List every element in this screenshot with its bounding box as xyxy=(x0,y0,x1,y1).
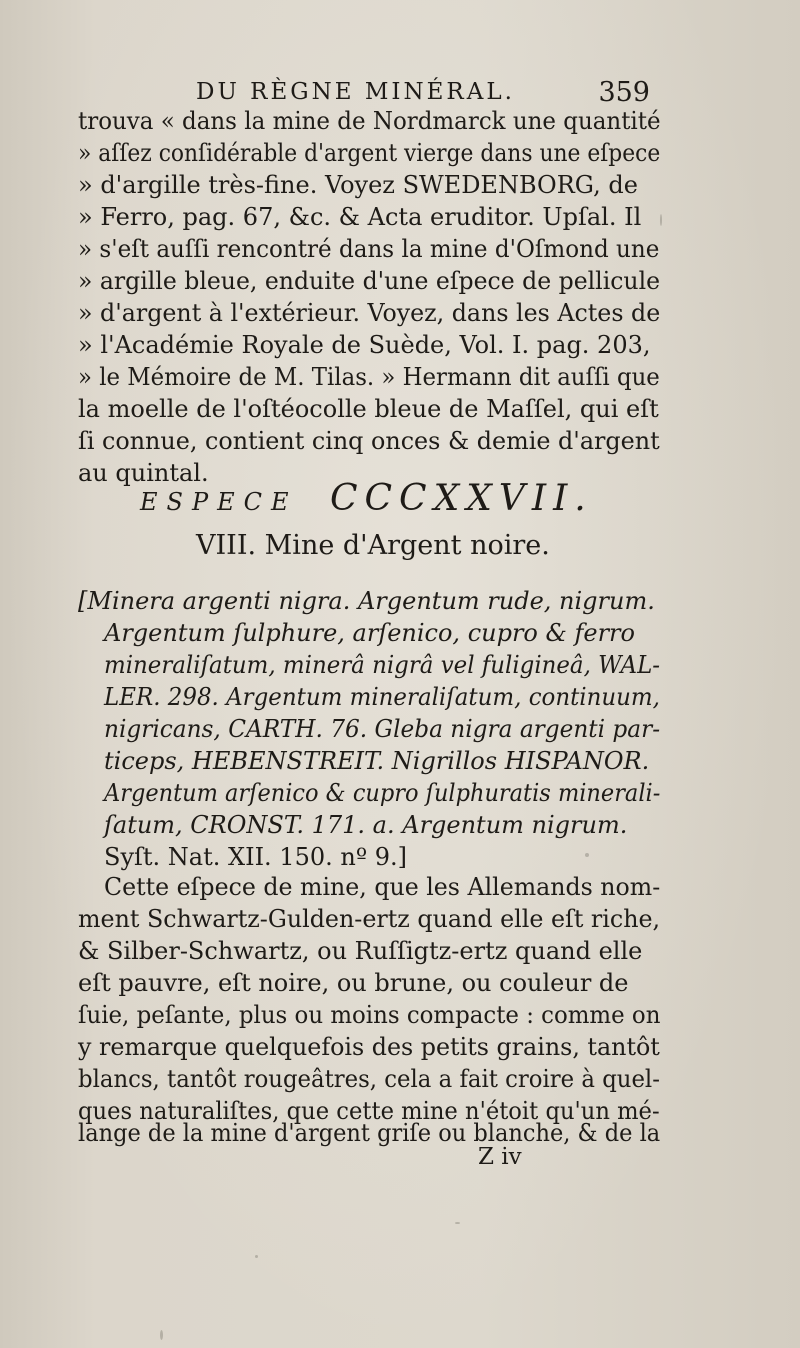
synonymy-line: nigricans, CARTH. 76. Gleba nigra argenti par- xyxy=(104,715,661,743)
text-line: ſi connue, contient cinq onces & demie d'argent xyxy=(78,427,660,455)
text-line: la moelle de l'oſtéocolle bleue de Maſſel, qui eſt xyxy=(78,395,659,423)
text-line: ſuie, peſante, plus ou moins compacte : comme on xyxy=(78,1001,661,1029)
paper-speck xyxy=(585,853,589,857)
synonymy-line: ticeps, HEBENSTREIT. Nigrillos HISPANOR. xyxy=(104,747,650,775)
text-line: » Ferro, pag. 67, &c. & Acta eruditor. Upſal. Il xyxy=(78,203,642,231)
text-line: » aſſez conſidérable d'argent vierge dans une eſpece xyxy=(78,139,661,167)
text-line: y remarque quelquefois des petits grains, tantôt xyxy=(78,1033,660,1061)
running-head: DU RÈGNE MINÉRAL. xyxy=(196,79,515,105)
text-line: » s'eſt auſſi rencontré dans la mine d'Oſmond une xyxy=(78,235,660,263)
species-heading xyxy=(140,478,593,519)
paper-speck xyxy=(455,1222,460,1224)
paper-speck xyxy=(160,1330,163,1340)
species-numeral: CCCXXVII. xyxy=(329,478,593,519)
synonymy-line: Syſt. Nat. XII. 150. nº 9.] xyxy=(104,843,407,871)
text-line: au quintal. xyxy=(78,459,209,487)
synonymy-line: Argentum ſulphure, arſenico, cupro & ferro xyxy=(104,619,635,647)
text-line: » argille bleue, enduite d'une eſpece de pellicule xyxy=(78,267,661,295)
signature-mark: Z iv xyxy=(478,1144,522,1170)
text-line: trouva « dans la mine de Nordmarck une quantité xyxy=(78,107,661,135)
synonymy-line: ſatum, CRONST. 171. a. Argentum nigrum. xyxy=(104,811,628,839)
paper-speck xyxy=(255,1255,258,1258)
text-line: & Silber-Schwartz, ou Ruſſigtz-ertz quand elle xyxy=(78,937,643,965)
text-line: » d'argent à l'extérieur. Voyez, dans les Actes de xyxy=(78,299,661,327)
text-line: blancs, tantôt rougeâtres, cela a fait croire à quel- xyxy=(78,1065,660,1093)
text-line: lange de la mine d'argent griſe ou blanche, & de la xyxy=(78,1119,661,1147)
synonymy-line: mineraliſatum, minerâ nigrâ vel fuligineâ, WAL- xyxy=(104,651,661,679)
species-word: ESPECE xyxy=(140,488,298,516)
synonymy-line: Argentum arſenico & cupro ſulphuratis minerali- xyxy=(104,779,661,807)
synonymy-line: [Minera argenti nigra. Argentum rude, nigrum. xyxy=(78,587,655,615)
text-line: » d'argille très-fine. Voyez SWEDENBORG, de xyxy=(78,171,638,199)
text-line: eſt pauvre, eſt noire, ou brune, ou couleur de xyxy=(78,969,629,997)
page-number: 359 xyxy=(598,77,650,108)
section-subtitle: VIII. Mine d'Argent noire. xyxy=(196,530,550,561)
text-line: » l'Académie Royale de Suède, Vol. I. pag. 203, xyxy=(78,331,651,359)
paper-speck xyxy=(660,214,662,226)
text-line: ques naturaliſtes, que cette mine n'étoit qu'un mé- xyxy=(78,1097,660,1125)
text-line: ment Schwartz-Gulden-ertz quand elle eſt riche, xyxy=(78,905,661,933)
synonymy-line: LER. 298. Argentum mineraliſatum, continuum, xyxy=(104,683,660,711)
text-line: » le Mémoire de M. Tilas. » Hermann dit auſſi que xyxy=(78,363,660,391)
text-line: Cette eſpece de mine, que les Allemands nom- xyxy=(104,873,661,901)
